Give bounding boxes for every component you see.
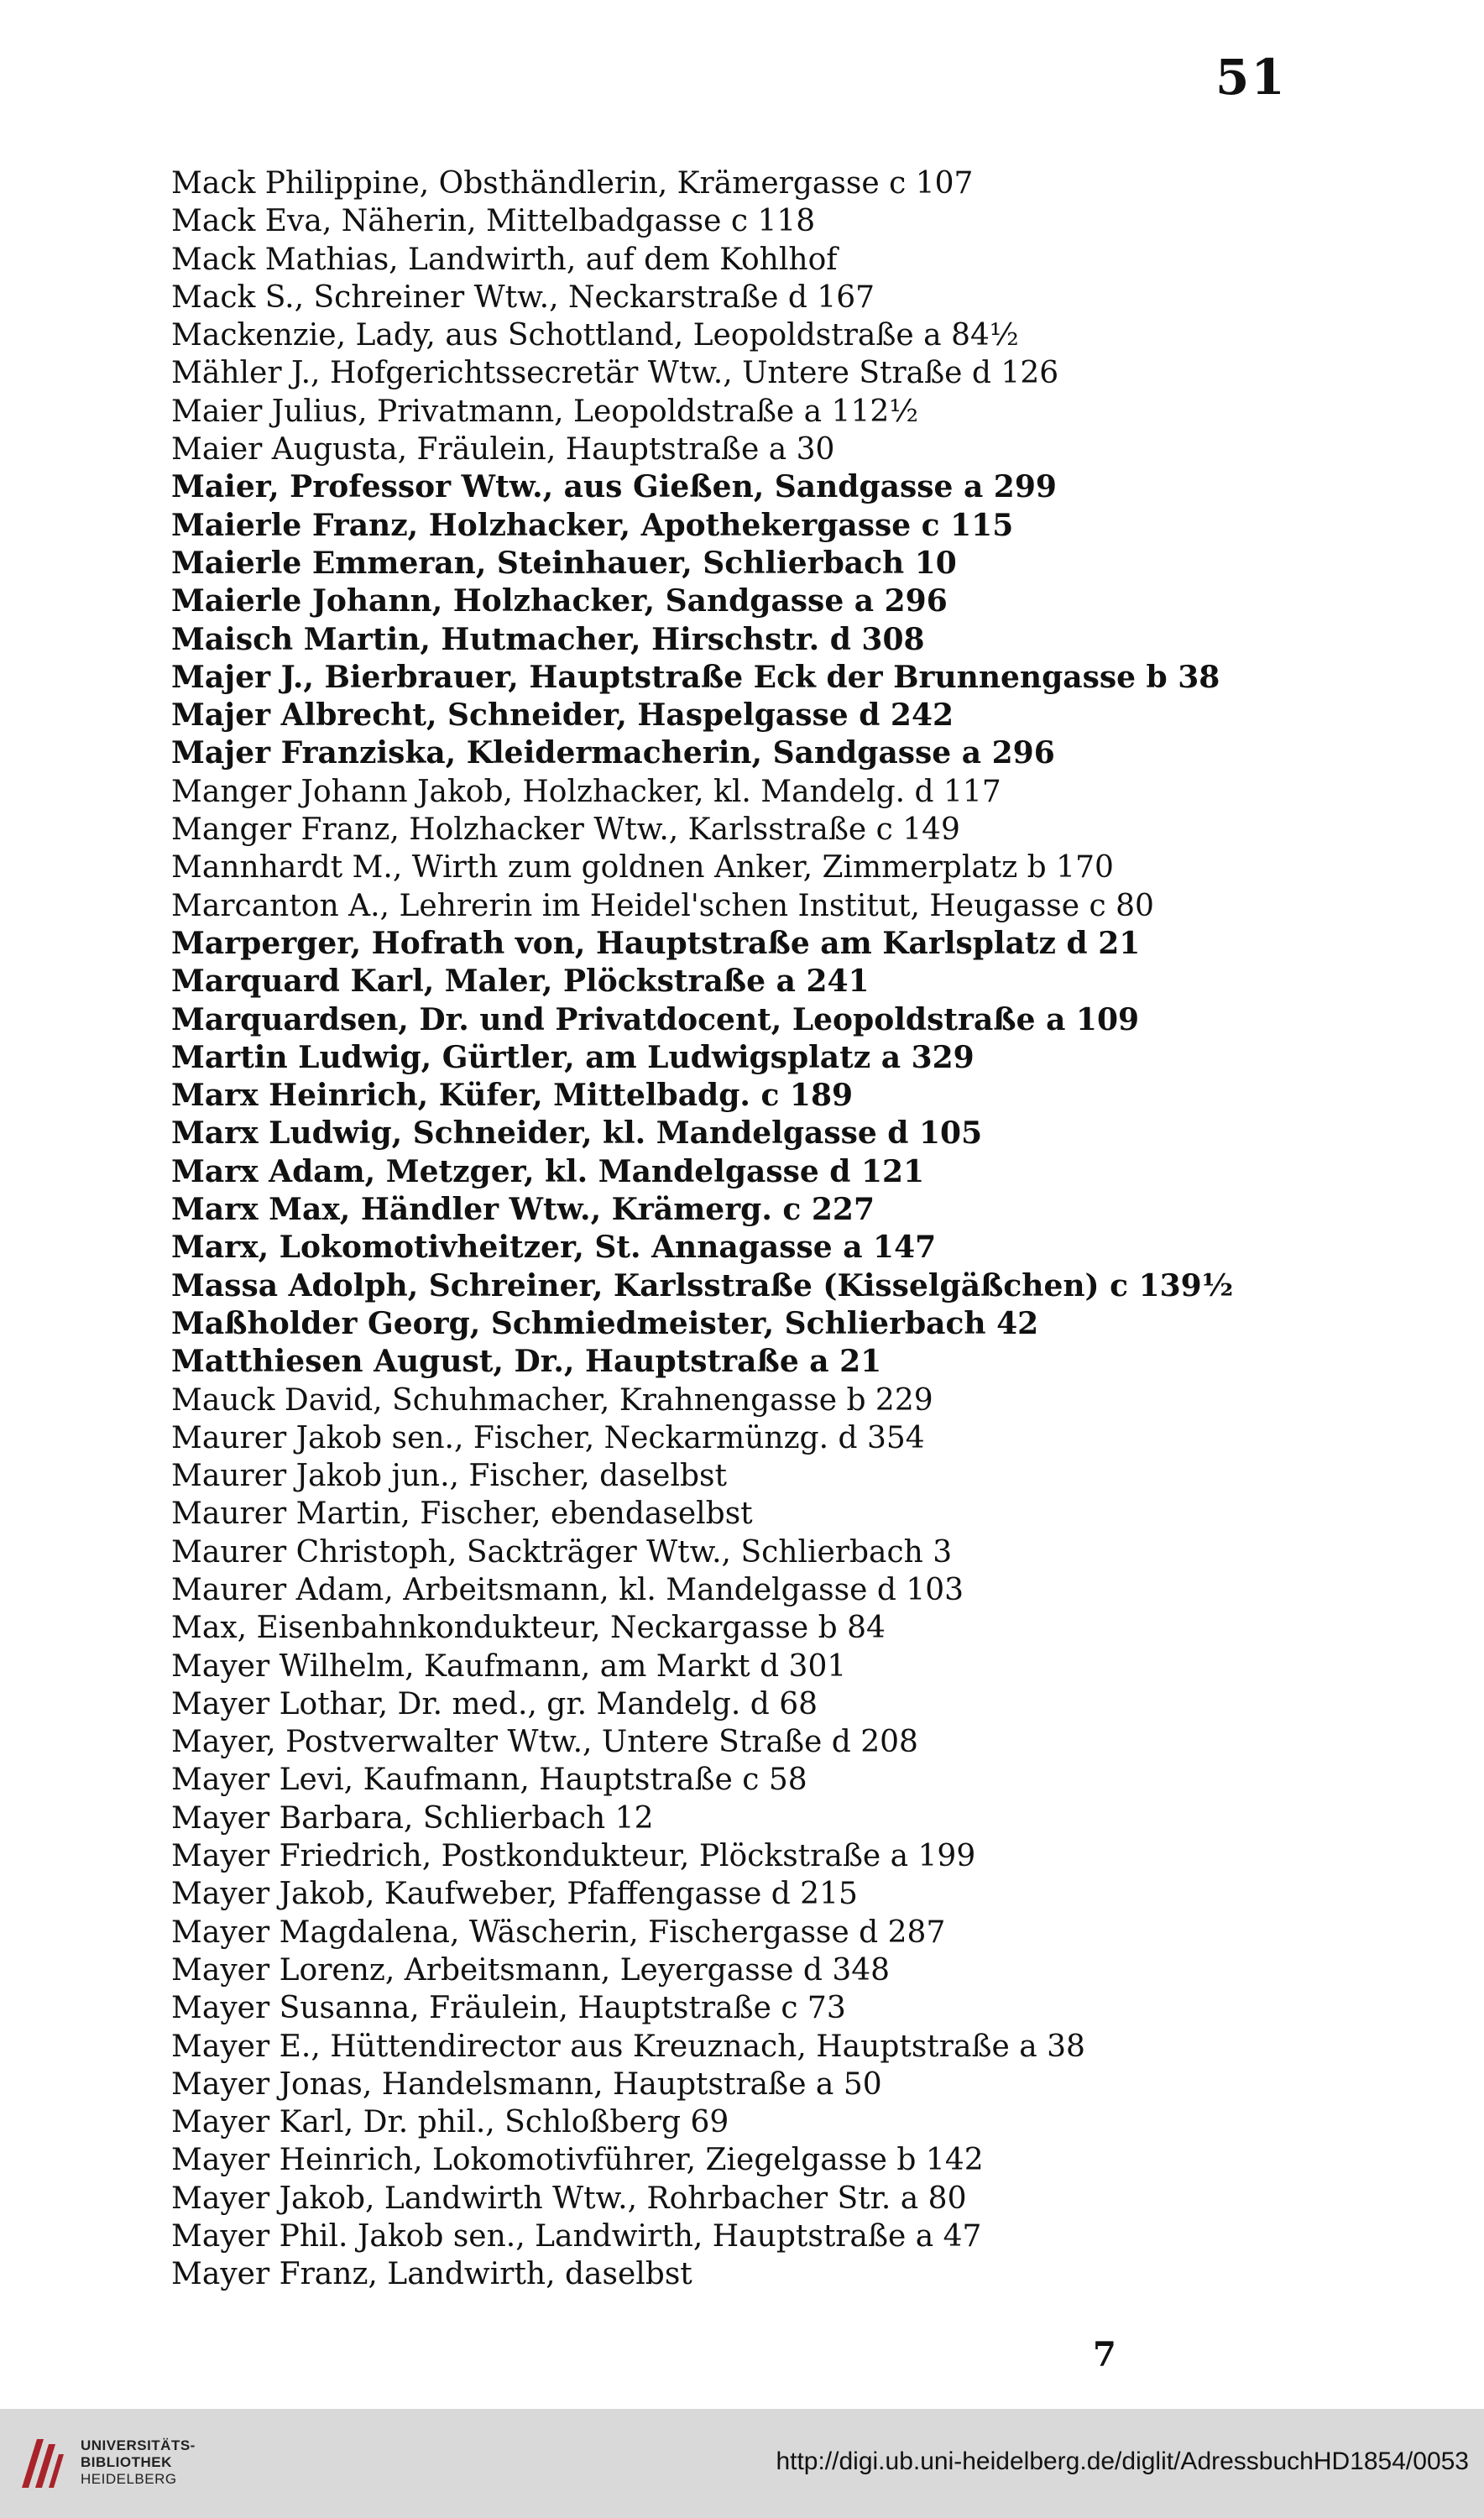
address-entry: Mayer Franz, Landwirth, daselbst: [171, 2257, 692, 2292]
address-entry: Marperger, Hofrath von, Hauptstraße am Karlsplatz d 21: [171, 925, 1141, 961]
address-entry: Majer Franziska, Kleidermacherin, Sandgasse a 296: [171, 735, 1055, 771]
address-entry: Mayer Wilhelm, Kaufmann, am Markt d 301: [171, 1648, 847, 1684]
address-entry: Marx Heinrich, Küfer, Mittelbadg. c 189: [171, 1078, 854, 1114]
address-entry: Massa Adolph, Schreiner, Karlsstraße (Kisselgäßchen) c 139½: [171, 1267, 1234, 1303]
address-entry: Mack Eva, Näherin, Mittelbadgasse c 118: [171, 204, 816, 239]
address-entry: Manger Franz, Holzhacker Wtw., Karlsstraße c 149: [171, 812, 960, 848]
address-entry: Maierle Emmeran, Steinhauer, Schlierbach 10: [171, 545, 957, 581]
address-entry: Mähler J., Hofgerichtssecretär Wtw., Untere Straße d 126: [171, 356, 1059, 391]
address-entry: Maier, Professor Wtw., aus Gießen, Sandgasse a 299: [171, 469, 1057, 505]
address-entry: Maier Augusta, Fräulein, Hauptstraße a 30: [171, 432, 835, 468]
address-entry: Maier Julius, Privatmann, Leopoldstraße a 112½: [171, 394, 919, 429]
address-entry: Mayer Lothar, Dr. med., gr. Mandelg. d 68: [171, 1686, 818, 1721]
address-entry: Mauck David, Schuhmacher, Krahnengasse b 229: [171, 1382, 933, 1418]
address-entry: Mayer Jonas, Handelsmann, Hauptstraße a 50: [171, 2066, 882, 2102]
address-entry: Mayer, Postverwalter Wtw., Untere Straße d 208: [171, 1725, 918, 1760]
library-name-line-3: HEIDELBERG: [81, 2471, 177, 2487]
address-entry: Mack Philippine, Obsthändlerin, Krämergasse c 107: [171, 166, 974, 201]
address-entry: Mannhardt M., Wirth zum goldnen Anker, Zimmerplatz b 170: [171, 850, 1114, 885]
address-entry: Marquard Karl, Maler, Plöckstraße a 241: [171, 964, 870, 1000]
library-name: [81, 2437, 196, 2488]
address-entry: Marcanton A., Lehrerin im Heidel'schen Institut, Heugasse c 80: [171, 888, 1154, 923]
address-entry: Martin Ludwig, Gürtler, am Ludwigsplatz a 329: [171, 1039, 975, 1075]
address-entry: Mayer Phil. Jakob sen., Landwirth, Hauptstraße a 47: [171, 2219, 982, 2254]
address-entry-list: [171, 165, 1346, 2294]
address-entry: Maierle Franz, Holzhacker, Apothekergasse c 115: [171, 507, 1014, 543]
address-entry: Maurer Christoph, Sackträger Wtw., Schlierbach 3: [171, 1534, 953, 1570]
address-entry: Mack Mathias, Landwirth, auf dem Kohlhof: [171, 242, 838, 277]
address-entry: Majer J., Bierbrauer, Hauptstraße Eck der Brunnengasse b 38: [171, 659, 1220, 695]
address-entry: Marx Ludwig, Schneider, kl. Mandelgasse d 105: [171, 1115, 983, 1152]
library-logo[interactable]: [15, 2429, 208, 2500]
library-name-line-1: UNIVERSITÄTS-: [81, 2437, 196, 2453]
address-entry: Marx, Lokomotivheitzer, St. Annagasse a 147: [171, 1230, 937, 1266]
address-entry: Maurer Adam, Arbeitsmann, kl. Mandelgasse d 103: [171, 1572, 964, 1607]
permalink-url[interactable]: http://digi.ub.uni-heidelberg.de/diglit/AdressbuchHD1854/0053: [776, 2447, 1469, 2475]
address-entry: Max, Eisenbahnkondukteur, Neckargasse b 84: [171, 1611, 886, 1646]
address-entry: Mayer Friedrich, Postkondukteur, Plöckstraße a 199: [171, 1839, 976, 1874]
address-entry: Marquardsen, Dr. und Privatdocent, Leopoldstraße a 109: [171, 1001, 1140, 1037]
address-entry: Maisch Martin, Hutmacher, Hirschstr. d 308: [171, 621, 925, 657]
address-entry: Marx Adam, Metzger, kl. Mandelgasse d 121: [171, 1153, 925, 1189]
address-entry: Mayer Jakob, Landwirth Wtw., Rohrbacher Str. a 80: [171, 2181, 967, 2216]
sheet-signature: 7: [1093, 2335, 1116, 2374]
address-entry: Mack S., Schreiner Wtw., Neckarstraße d 167: [171, 279, 875, 315]
address-entry: Marx Max, Händler Wtw., Krämerg. c 227: [171, 1192, 875, 1228]
library-name-line-2: BIBLIOTHEK: [81, 2454, 172, 2470]
viewer-footer: [0, 2409, 1484, 2518]
library-seal-icon: [15, 2432, 67, 2493]
address-entry: Maßholder Georg, Schmiedmeister, Schlierbach 42: [171, 1305, 1039, 1341]
address-entry: Mayer Jakob, Kaufweber, Pfaffengasse d 215: [171, 1877, 858, 1912]
address-entry: Mayer Heinrich, Lokomotivführer, Ziegelgasse b 142: [171, 2143, 984, 2178]
address-entry: Maurer Jakob jun., Fischer, daselbst: [171, 1459, 727, 1494]
address-entry: Mayer Magdalena, Wäscherin, Fischergasse d 287: [171, 1915, 946, 1950]
address-entry: Maurer Jakob sen., Fischer, Neckarmünzg. d 354: [171, 1420, 925, 1455]
address-entry: Majer Albrecht, Schneider, Haspelgasse d 242: [171, 697, 954, 734]
address-entry: Mayer Barbara, Schlierbach 12: [171, 1800, 654, 1836]
address-entry: Maierle Johann, Holzhacker, Sandgasse a 296: [171, 583, 948, 619]
page-number: 51: [1215, 49, 1287, 106]
address-entry: Matthiesen August, Dr., Hauptstraße a 21: [171, 1344, 882, 1380]
address-entry: Maurer Martin, Fischer, ebendaselbst: [171, 1497, 753, 1532]
address-entry: Mayer Susanna, Fräulein, Hauptstraße c 73: [171, 1991, 846, 2026]
address-entry: Mayer Lorenz, Arbeitsmann, Leyergasse d 348: [171, 1952, 891, 1988]
address-entry: Manger Johann Jakob, Holzhacker, kl. Mandelg. d 117: [171, 774, 1001, 809]
address-entry: Mackenzie, Lady, aus Schottland, Leopoldstraße a 84½: [171, 318, 1019, 353]
address-entry: Mayer Karl, Dr. phil., Schloßberg 69: [171, 2105, 729, 2140]
address-entry: Mayer E., Hüttendirector aus Kreuznach, Hauptstraße a 38: [171, 2029, 1085, 2064]
address-entry: Mayer Levi, Kaufmann, Hauptstraße c 58: [171, 1763, 807, 1798]
